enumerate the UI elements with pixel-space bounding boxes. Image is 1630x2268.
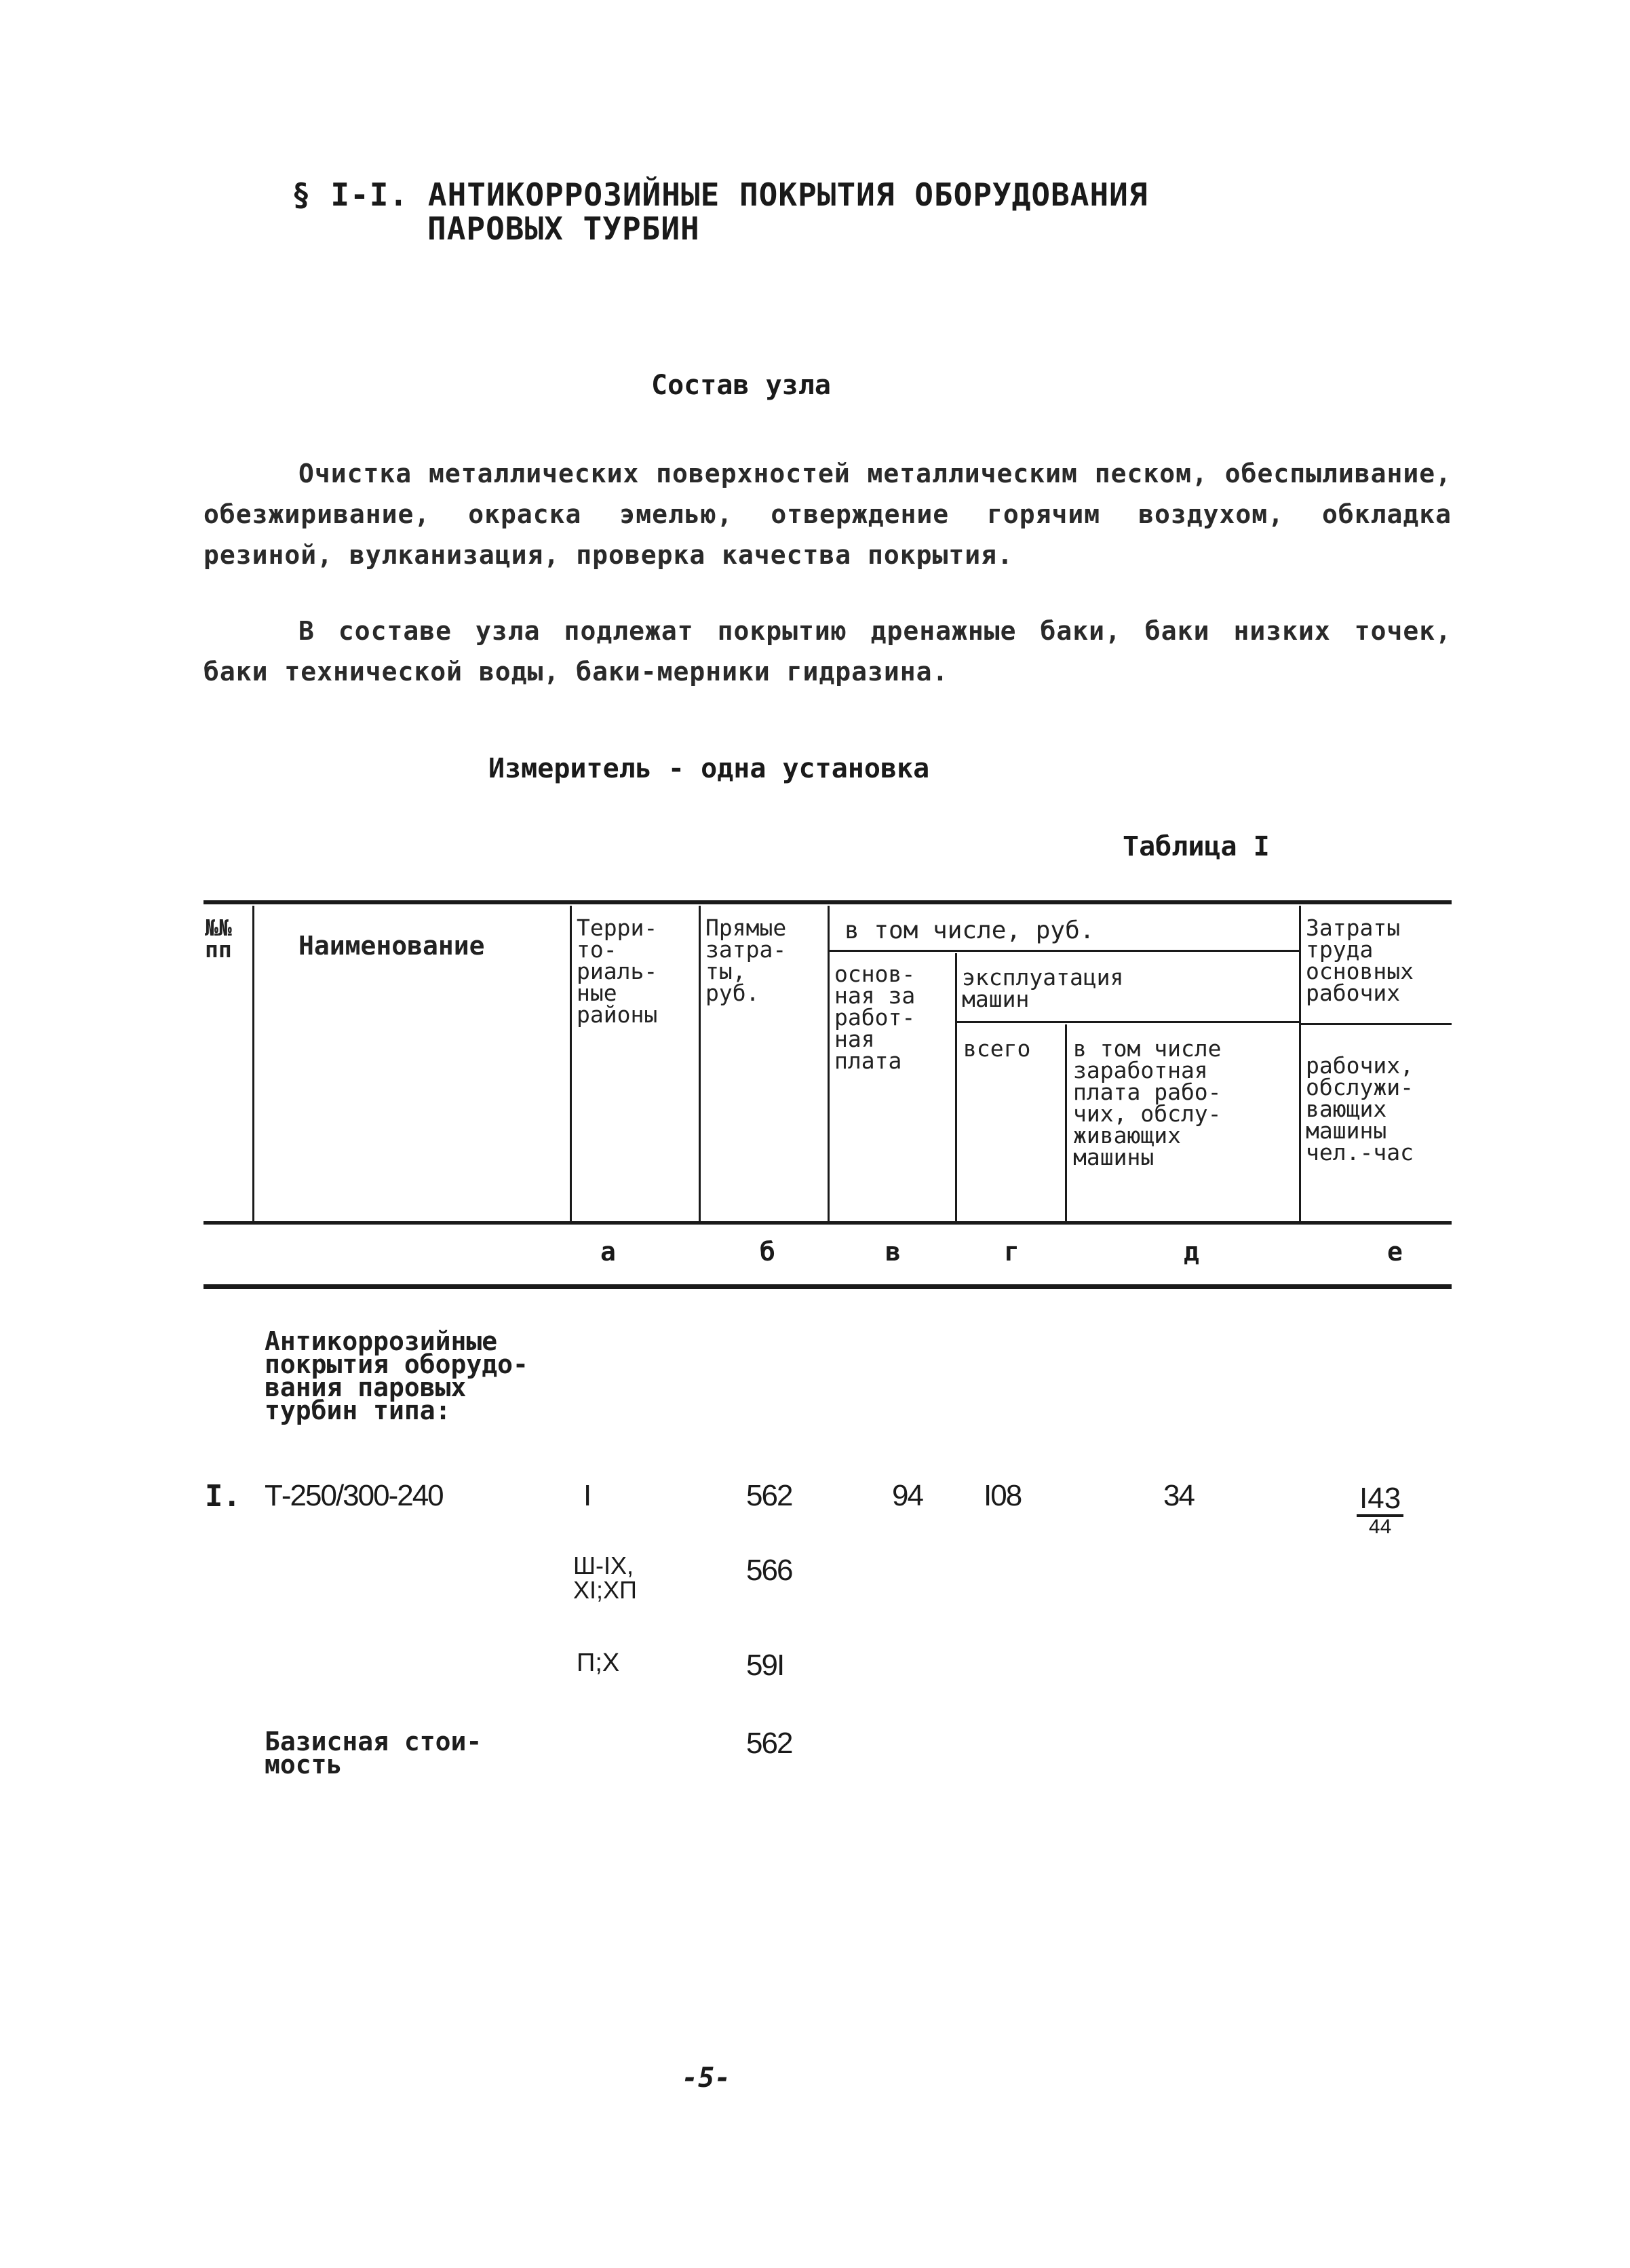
header-num: №№ пп <box>205 915 232 963</box>
section-title-line2: ПАРОВЫХ ТУРБИН <box>427 210 700 247</box>
paragraph-scope: В составе узла подлежат покрытию дренажные баки, баки низких точек, баки технической воды, баки-мерники гидразина. <box>203 616 1452 687</box>
header-base-wage: основ- ная за работ- ная плата <box>834 961 916 1074</box>
row-number: I. <box>205 1479 241 1514</box>
col-sep-2 <box>570 906 572 1221</box>
section-heading <box>292 178 1148 246</box>
col-letter-a: а <box>600 1237 616 1267</box>
table-label: Таблица I <box>1123 831 1270 862</box>
col-letter-d: д <box>1184 1237 1199 1267</box>
base-cost-value: 562 <box>746 1727 792 1760</box>
row-machine-wage: 34 <box>1163 1479 1194 1512</box>
header-name: Наименование <box>298 931 485 961</box>
subtitle: Состав узла <box>651 370 831 401</box>
measure-unit: Измеритель - одна установка <box>488 753 930 784</box>
header-bottom-rule <box>203 1221 1452 1225</box>
extra-region-2: П;X <box>577 1649 620 1677</box>
page-number: -5- <box>682 2062 731 2094</box>
extra-region-1-cost: 566 <box>746 1554 792 1587</box>
section-number: § I-I. <box>292 176 409 213</box>
labor-rule <box>1300 1023 1452 1025</box>
table-bottom-rule <box>203 1284 1452 1289</box>
paragraph-composition: Очистка металлических поверхностей металлическим песком, обеспыливание, обезжиривание, окраска эмелью, отверждение горячим воздухом, обкладка резиной, вулканизация, проверка качества покрытия. <box>203 459 1452 570</box>
col-sep-6 <box>1065 1024 1067 1221</box>
labor-denominator: 44 <box>1368 1516 1392 1538</box>
header-including-wage: в том числе заработная плата рабо- чих, обслу- живающих машины <box>1073 1035 1222 1170</box>
row-labor-costs <box>1357 1483 1403 1537</box>
base-cost-label: Базисная стои- мость <box>265 1727 482 1780</box>
incl-group-rule <box>829 950 1299 952</box>
header-region: Терри- то- риаль- ные районы <box>577 915 658 1028</box>
col-letter-v: в <box>885 1237 901 1267</box>
col-sep-7 <box>1299 906 1301 1221</box>
header-direct-costs: Прямые затра- ты, руб. <box>705 915 787 1006</box>
col-letter-g: г <box>1004 1237 1020 1267</box>
col-sep-4 <box>828 906 830 1221</box>
row-direct-cost: 562 <box>746 1479 792 1512</box>
row-name: Т-250/300-240 <box>265 1479 443 1512</box>
col-sep-5 <box>955 953 957 1221</box>
header-machine-operation: эксплуатация машин <box>962 964 1124 1012</box>
header-labor-costs: Затраты труда основных рабочих <box>1306 915 1414 1006</box>
extra-region-1: Ш-IX, XI;XП <box>573 1552 637 1604</box>
header-total: всего <box>963 1035 1031 1062</box>
row-base-wage: 94 <box>892 1479 923 1512</box>
table-top-rule <box>203 900 1452 904</box>
extra-region-2-cost: 59I <box>746 1649 784 1682</box>
machines-rule <box>956 1021 1299 1023</box>
row-machine-total: I08 <box>984 1479 1022 1512</box>
col-sep-3 <box>699 906 701 1221</box>
col-letter-b: б <box>760 1237 775 1267</box>
row-region: I <box>583 1479 591 1512</box>
labor-numerator: I43 <box>1357 1483 1403 1517</box>
header-labor-workers: рабочих, обслужи- вающих машины чел.-час <box>1306 1052 1414 1166</box>
col-letter-e: е <box>1387 1237 1403 1267</box>
group-title: Антикоррозийные покрытия оборудо- вания паровых турбин типа: <box>265 1326 528 1425</box>
section-title-line1: АНТИКОРРОЗИЙНЫЕ ПОКРЫТИЯ ОБОРУДОВАНИЯ <box>427 176 1148 213</box>
header-including: в том числе, руб. <box>845 917 1095 944</box>
col-sep-1 <box>252 906 254 1221</box>
